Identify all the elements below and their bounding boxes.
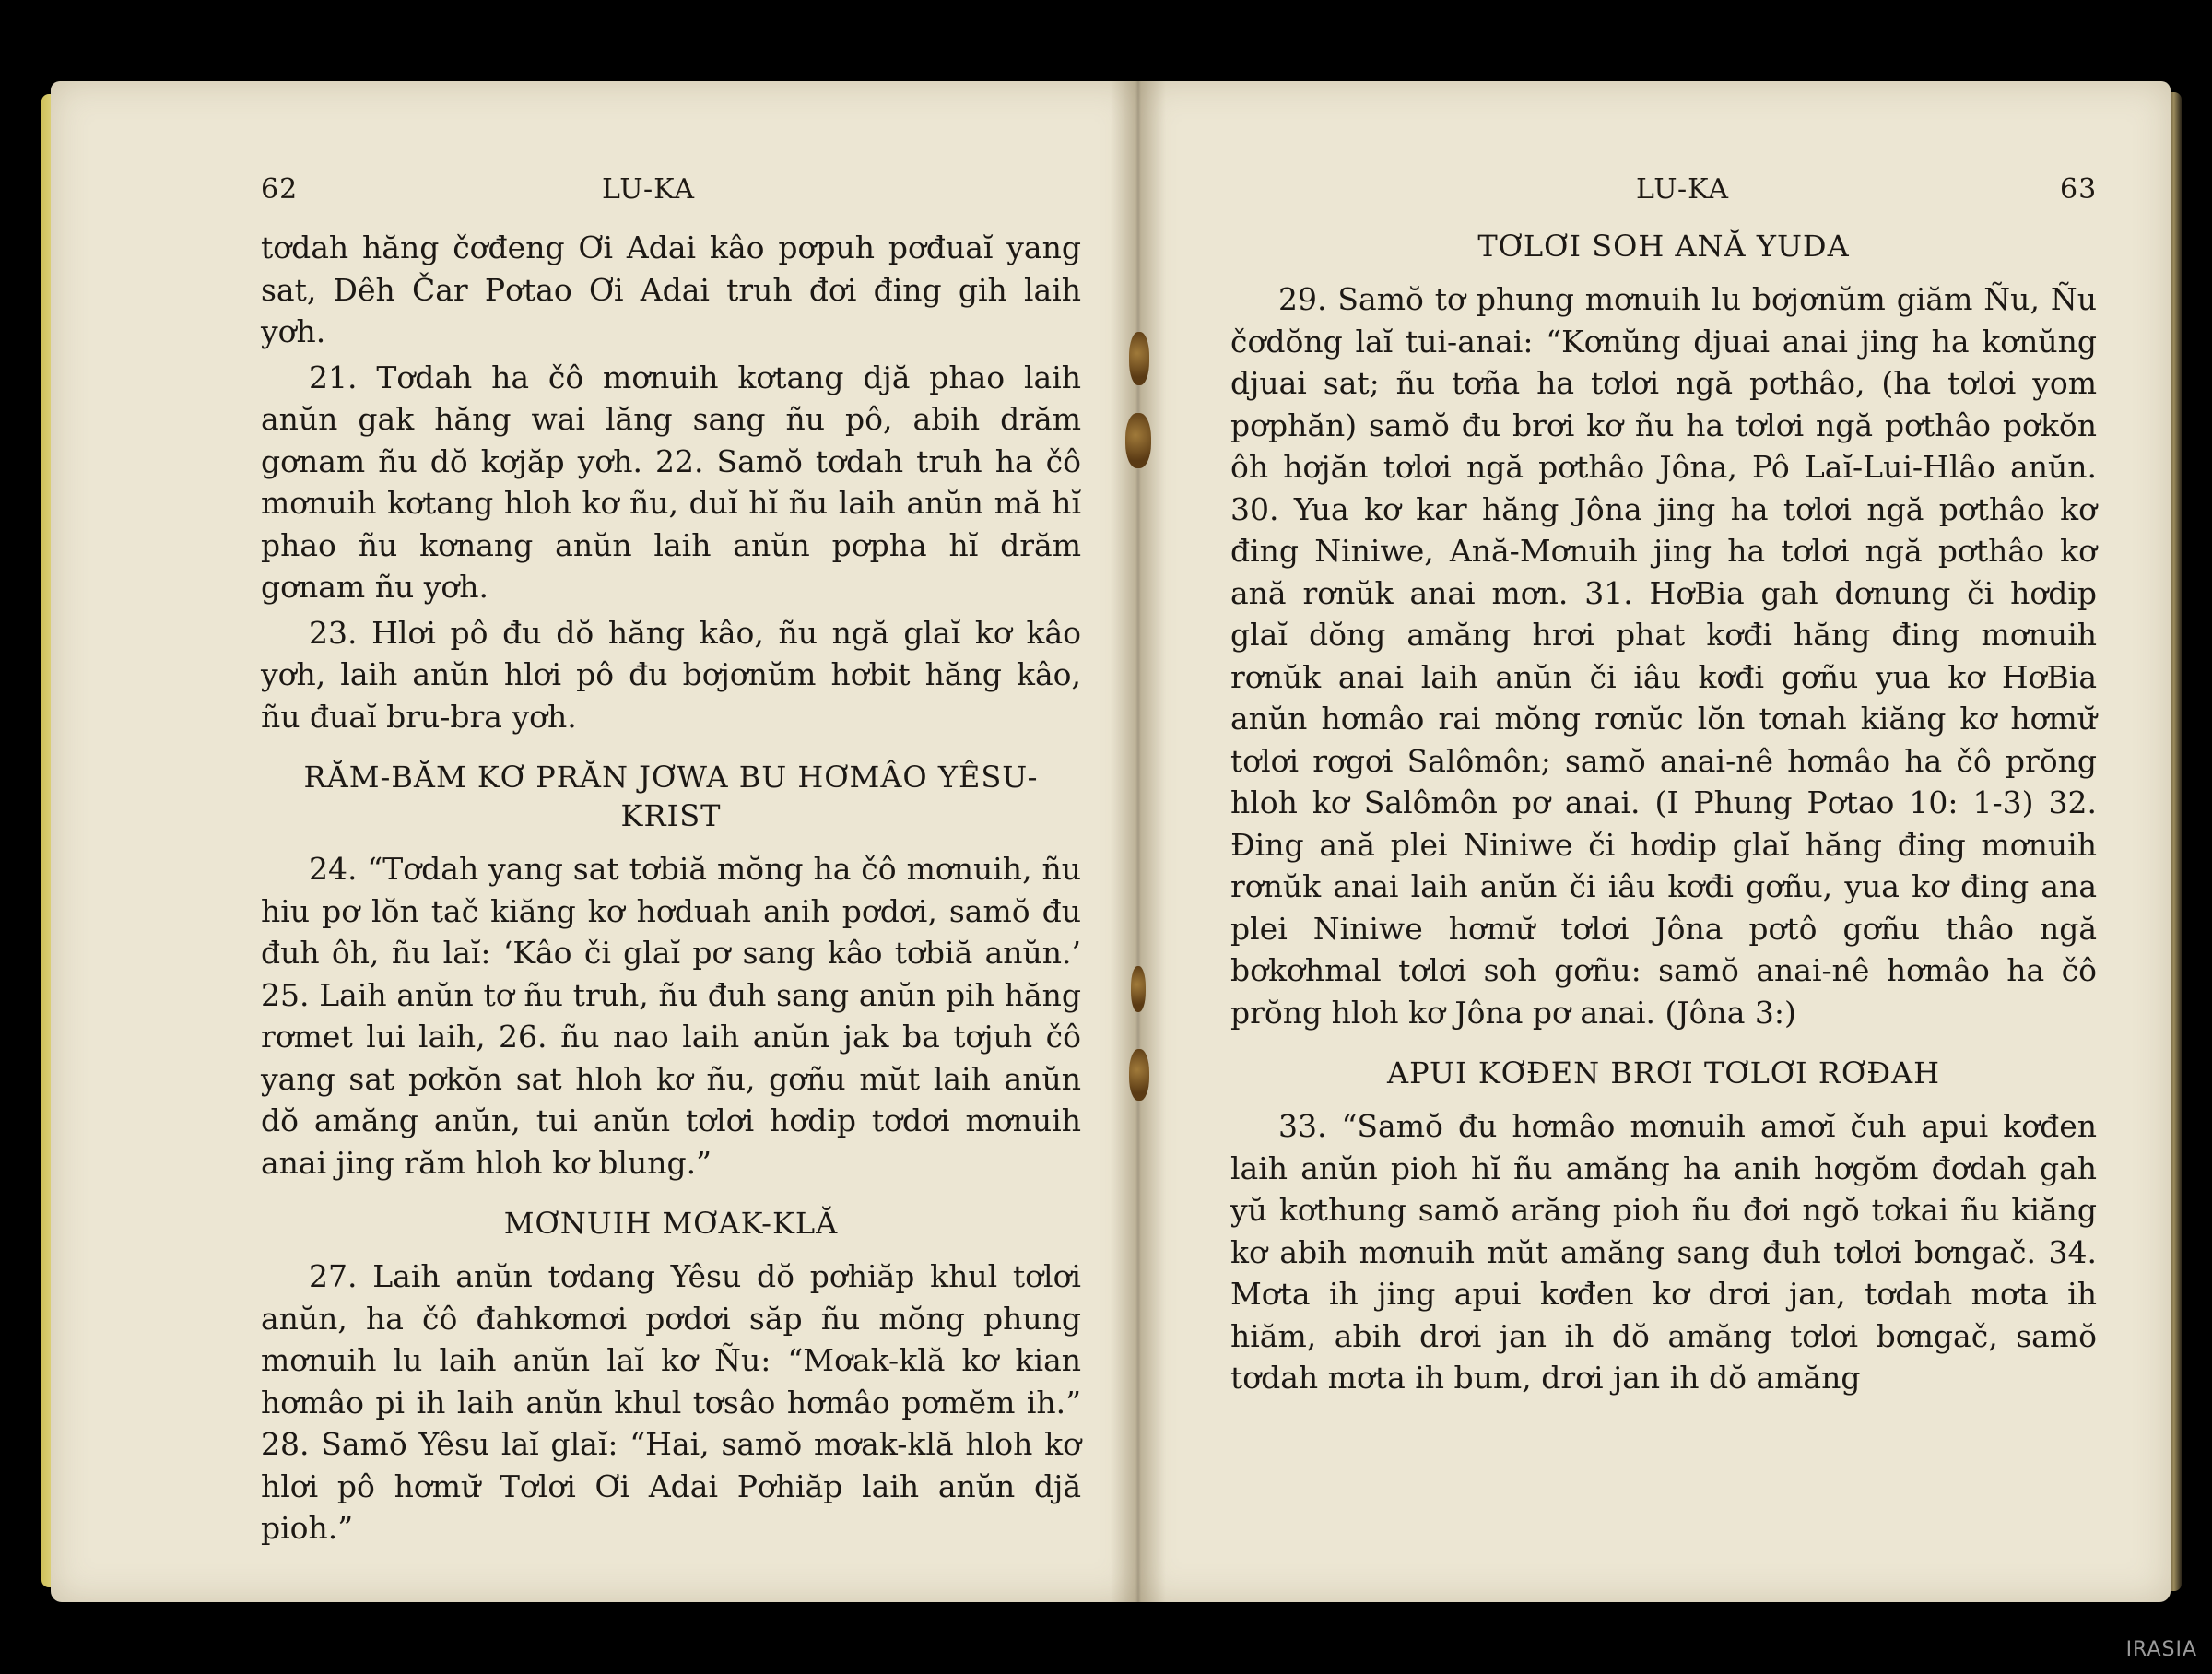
right-text-block — [1230, 227, 2097, 1403]
left-running-head: LU-KA — [602, 173, 696, 206]
paragraph: 24. “Tơdah yang sat tơbiă mŏng ha čô mơnuih, ñu hiu pơ lŏn tač kiăng kơ hơduah anih pơdơi, samŏ đu đuh ôh, ñu laĭ: ‘Kâo či glaĭ pơ sang kâo tơbiă anŭn.’ 25. Laih anŭn tơ ñu truh, ñu đuh sang anŭn pih hăng rơmet lui laih, 26. ñu nao laih anŭn jak ba tơjuh čô yang sat pơkŏn sat hloh kơ ñu, gơñu mŭt laih anŭn dŏ amăng anŭn, tui anŭn tơlơi hơdip tơdơi mơnuih anai jing răm hloh kơ blung.” — [261, 851, 1081, 1181]
left-text-block — [261, 227, 1081, 1553]
left-page-number: 62 — [261, 173, 299, 206]
paragraph: 27. Laih anŭn tơdang Yêsu dŏ pơhiăp khul tơlơi anŭn, ha čô đahkơmơi pơdơi săp ñu mŏng phung mơnuih lu laih anŭn laĭ kơ Ñu: “Mơak-klă kơ kian hơmâo pi ih laih anŭn khul tơsâo hơmâo pơmĕm ih.” 28. Samŏ Yêsu laĭ glaĭ: “Hai, samŏ mơak-klă hloh kơ hlơi pô hơmư̆ Tơlơi Ơi Adai Pơhiăp laih anŭn djă pioh.” — [261, 1258, 1081, 1546]
paragraph: 29. Samŏ tơ phung mơnuih lu bơjơnŭm giăm Ñu, Ñu čơdŏng laĭ tui-anai: “Kơnŭng djuai anai jing ha kơnŭng djuai sat; ñu tơña ha tơlơi ngă pơthâo, (ha tơlơi yom pơphăn) samŏ đu brơi kơ ñu ha tơlơi ngă pơthâo pơkŏn ôh hơjăn tơlơi ngă pơthâo Jôna, Pô Laĭ-Lui-Hlâo anŭn. 30. Yua kơ kar hăng Jôna jing ha tơlơi ngă pơthâo kơ đing Niniwe, Ană-Mơnuih jing ha tơlơi ngă pơthâo kơ ană rơnŭk anai mơn. 31. HơBia gah dơnung či hơdip glaĭ dŏng amăng hrơi phat kơđi hăng đing mơnuih rơnŭk anai laih anŭn či iâu kơđi gơñu yua kơ HơBia anŭn hơmâo rai mŏng rơnŭc lŏn tơnah kiăng kơ hơmư̆ tơlơi rơgơi Salômôn; samŏ anai-nê hơmâo ha čô prŏng hloh kơ Salômôn pơ anai. (I Phung Pơtao 10: 1-3) 32. Đing ană plei Niniwe či hơdip glaĭ hăng đing mơnuih rơnŭk anai laih anŭn či iâu kơđi gơñu, yua kơ đing ana plei Niniwe hơmư̆ tơlơi Jôna pơtô gơñu thâo ngă bơkơhmal tơlơi soh gơñu: samŏ anai-nê hơmâo ha čô prŏng hloh kơ Jôna pơ anai. (Jôna 3:) — [1230, 281, 2097, 1031]
book-gutter — [1111, 81, 1166, 1602]
left-page — [51, 81, 1138, 1602]
section-heading: RĂM-BĂM KƠ PRĂN JƠWA BU HƠMÂO YÊSU-KRIST — [303, 760, 1039, 833]
right-page — [1138, 81, 2171, 1602]
section-heading: TƠLƠI SOH ANĂ YUDA — [1477, 229, 1850, 264]
paragraph: tơdah hăng čơđeng Ơi Adai kâo pơpuh pơđuaĭ yang sat, Dêh Čar Pơtao Ơi Adai truh đơi đing gih laih yơh. — [261, 230, 1081, 349]
paragraph: 21. Tơdah ha čô mơnuih kơtang djă phao laih anŭn gak hăng wai lăng sang ñu pô, abih drăm gơnam ñu dŏ kơjăp yơh. 22. Samŏ tơdah truh ha čô mơnuih kơtang hloh kơ ñu, duĭ hĭ ñu laih anŭn mă hĭ phao ñu kơnang anŭn laih anŭn pơpha hĭ drăm gơnam ñu yơh. — [261, 359, 1081, 605]
watermark: IRASIA — [2125, 1638, 2197, 1661]
section-heading: MƠNUIH MƠAK-KLĂ — [503, 1206, 839, 1241]
paragraph: 33. “Samŏ đu hơmâo mơnuih amơĭ čuh apui kơđen laih anŭn pioh hĭ ñu amăng ha anih hơgŏm đơdah gah yŭ kơthung samŏ arăng pioh ñu đơi ngŏ tơkai ñu kiăng kơ abih mơnuih mŭt amăng sang đuh tơlơi bơngač. 34. Mơta ih jing apui kơđen kơ drơi jan, tơdah mơta ih hiăm, abih drơi jan ih dŏ amăng tơlơi bơngač, samŏ tơdah mơta ih bum, drơi jan ih dŏ amăng — [1230, 1108, 2097, 1396]
paragraph: 23. Hlơi pô đu dŏ hăng kâo, ñu ngă glaĭ kơ kâo yơh, laih anŭn hlơi pô đu bơjơnŭm hơbit hăng kâo, ñu đuaĭ bru-bra yơh. — [261, 614, 1081, 735]
binding-stitch — [1129, 1049, 1149, 1101]
section-heading: APUI KƠĐEN BRƠI TƠLƠI RƠĐAH — [1386, 1055, 1941, 1090]
binding-stitch — [1131, 966, 1146, 1012]
right-page-number: 63 — [2060, 173, 2098, 206]
open-book — [51, 81, 2171, 1602]
right-running-head: LU-KA — [1636, 173, 1730, 206]
binding-stitch — [1125, 413, 1151, 468]
binding-stitch — [1129, 332, 1149, 385]
